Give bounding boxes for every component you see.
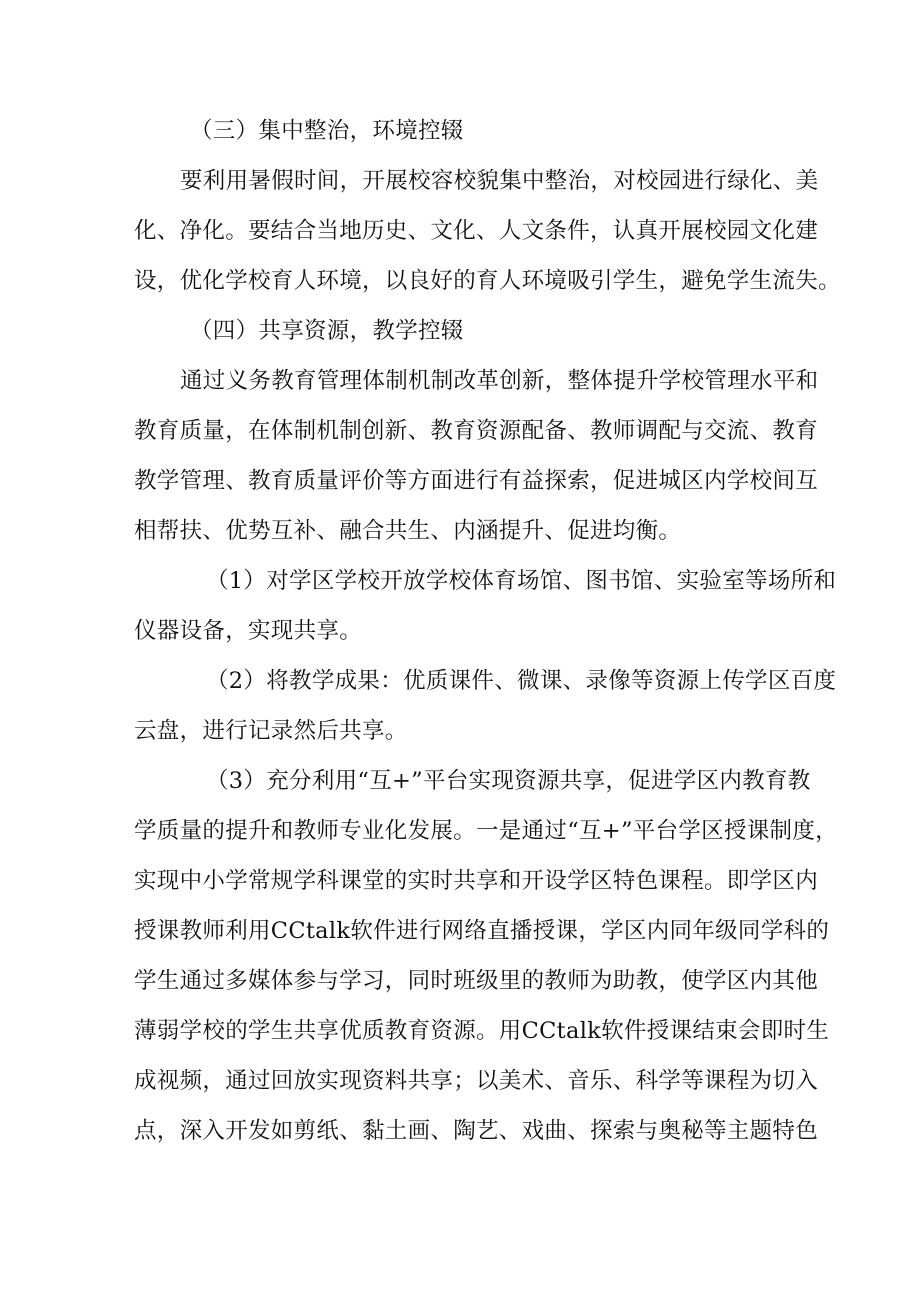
paragraph-line: 设，优化学校育人环境，以良好的育人环境吸引学生，避免学生流失。 (134, 268, 841, 294)
paragraph-line: 学生通过多媒体参与学习，同时班级里的教师为助教，使学区内其他 (134, 968, 819, 994)
paragraph-line: 薄弱学校的学生共享优质教育资源。用CCtalk软件授课结束会即时生 (134, 1018, 830, 1044)
paragraph-line: 云盘，进行记录然后共享。 (134, 718, 408, 744)
paragraph-line: 实现中小学常规学科课堂的实时共享和开设学区特色课程。即学区内 (134, 868, 819, 894)
paragraph-line: 学质量的提升和教师专业化发展。一是通过“互+”平台学区授课制度， (134, 818, 838, 844)
paragraph-line: 化、净化。要结合当地历史、文化、人文条件，认真开展校园文化建 (134, 218, 819, 244)
paragraph-line: 通过义务教育管理体制机制改革创新，整体提升学校管理水平和 (180, 368, 819, 394)
section-heading-4: （四）共享资源，教学控辍 (190, 318, 464, 344)
paragraph-line: 仪器设备，实现共享。 (134, 618, 363, 644)
paragraph-line: 教育质量，在体制机制创新、教育资源配备、教师调配与交流、教育 (134, 418, 819, 444)
paragraph-line: 教学管理、教育质量评价等方面进行有益探索，促进城区内学校间互 (134, 468, 819, 494)
list-item-1: （1）对学区学校开放学校体育场馆、图书馆、实验室等场所和 (206, 568, 837, 594)
list-item-2: （2）将教学成果：优质课件、微课、录像等资源上传学区百度 (206, 668, 837, 694)
paragraph-line: 点，深入开发如剪纸、黏土画、陶艺、戏曲、探索与奥秘等主题特色 (134, 1118, 819, 1144)
section-heading-3: （三）集中整治，环境控辍 (190, 118, 464, 144)
paragraph-line: 授课教师利用CCtalk软件进行网络直播授课，学区内同年级同学科的 (134, 918, 830, 944)
paragraph-line: 要利用暑假时间，开展校容校貌集中整治，对校园进行绿化、美 (180, 168, 819, 194)
paragraph-line: 相帮扶、优势互补、融合共生、内涵提升、促进均衡。 (134, 518, 682, 544)
paragraph-line: 成视频，通过回放实现资料共享；以美术、音乐、科学等课程为切入 (134, 1068, 819, 1094)
list-item-3: （3）充分利用“互+”平台实现资源共享，促进学区内教育教 (206, 768, 811, 794)
